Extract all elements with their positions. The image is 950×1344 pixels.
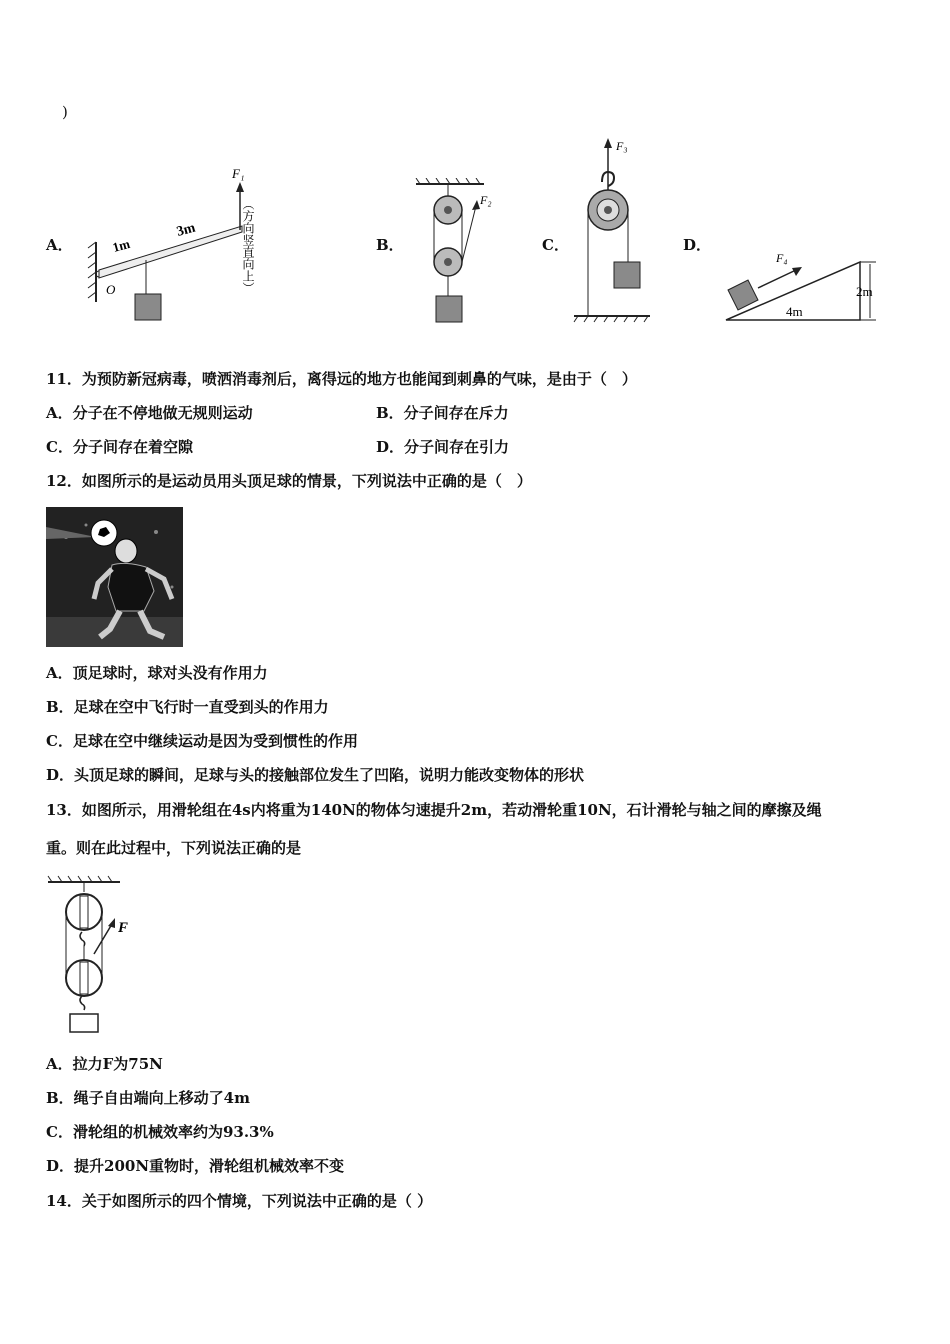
incline-block	[728, 280, 758, 310]
q11-option-b: B．分子间存在斥力	[376, 404, 509, 422]
q11-option-d: D．分子间存在引力	[376, 438, 510, 456]
lever-figure	[82, 162, 262, 327]
q10-label-d: D．	[683, 236, 712, 254]
force-label-f2: F₂	[480, 193, 492, 207]
wall-hatch	[88, 242, 96, 302]
header-soccer-photo	[46, 507, 183, 647]
weight-block	[70, 1014, 98, 1032]
q13-option-d: D．提升200N重物时，滑轮组机械效率不变	[46, 1157, 345, 1175]
pulley-figure-b	[410, 178, 500, 326]
q11-option-a: A．分子在不停地做无规则运动	[46, 404, 253, 422]
weight-block	[135, 294, 161, 320]
weight-block	[436, 296, 462, 322]
q13-option-c: C．滑轮组的机械效率约为93.3%	[46, 1123, 274, 1141]
q13-option-b: B．绳子自由端向上移动了4m	[46, 1089, 250, 1107]
pivot-label: O	[106, 282, 116, 297]
base-length: 4m	[786, 304, 803, 319]
force-label-f3: F₃	[616, 139, 628, 153]
pulley-figure-c	[572, 134, 662, 326]
q12-option-c: C．足球在空中继续运动是因为受到惯性的作用	[46, 732, 358, 750]
length-3m: 3m	[175, 220, 198, 240]
force-label-f: F	[118, 920, 129, 936]
force-label-f1: F₁	[232, 166, 245, 181]
q11-option-c: C．分子间存在着空隙	[46, 438, 193, 456]
q12-option-b: B．足球在空中飞行时一直受到头的作用力	[46, 698, 329, 716]
pulley-system-figure	[44, 874, 140, 1034]
q13-option-a: A．拉力F为75N	[46, 1055, 163, 1073]
weight-block	[614, 262, 640, 288]
continued-paren: )	[62, 103, 68, 121]
height-length: 2m	[856, 284, 873, 299]
q14-stem: 14．关于如图所示的四个情境，下列说法中正确的是（ ）	[46, 1192, 433, 1210]
q12-stem: 12．如图所示的是运动员用头顶足球的情景，下列说法中正确的是（ ）	[46, 472, 532, 490]
q11-stem: 11．为预防新冠病毒，喷洒消毒剂后，离得远的地方也能闻到刺鼻的气味，是由于（ ）	[46, 370, 637, 388]
q13-stem-line2: 重。则在此过程中，下列说法正确的是	[46, 839, 302, 857]
q12-option-d: D．头顶足球的瞬间，足球与头的接触部位发生了凹陷，说明力能改变物体的形状	[46, 766, 585, 784]
q13-stem-line1: 13．如图所示，用滑轮组在4s内将重为140N的物体匀速提升2m，若动滑轮重10N，石计滑轮与轴之间的摩擦及绳	[46, 801, 822, 819]
q10-label-c: C．	[542, 236, 569, 254]
q10-label-b: B．	[376, 236, 404, 254]
length-1m: 1m	[110, 235, 132, 255]
q10-label-a: A．	[46, 236, 73, 254]
incline-figure	[720, 246, 888, 328]
direction-note: （方向竖直向上）	[241, 198, 255, 294]
force-label-f4: F₄	[776, 251, 788, 265]
q12-option-a: A．顶足球时，球对头没有作用力	[46, 664, 268, 682]
